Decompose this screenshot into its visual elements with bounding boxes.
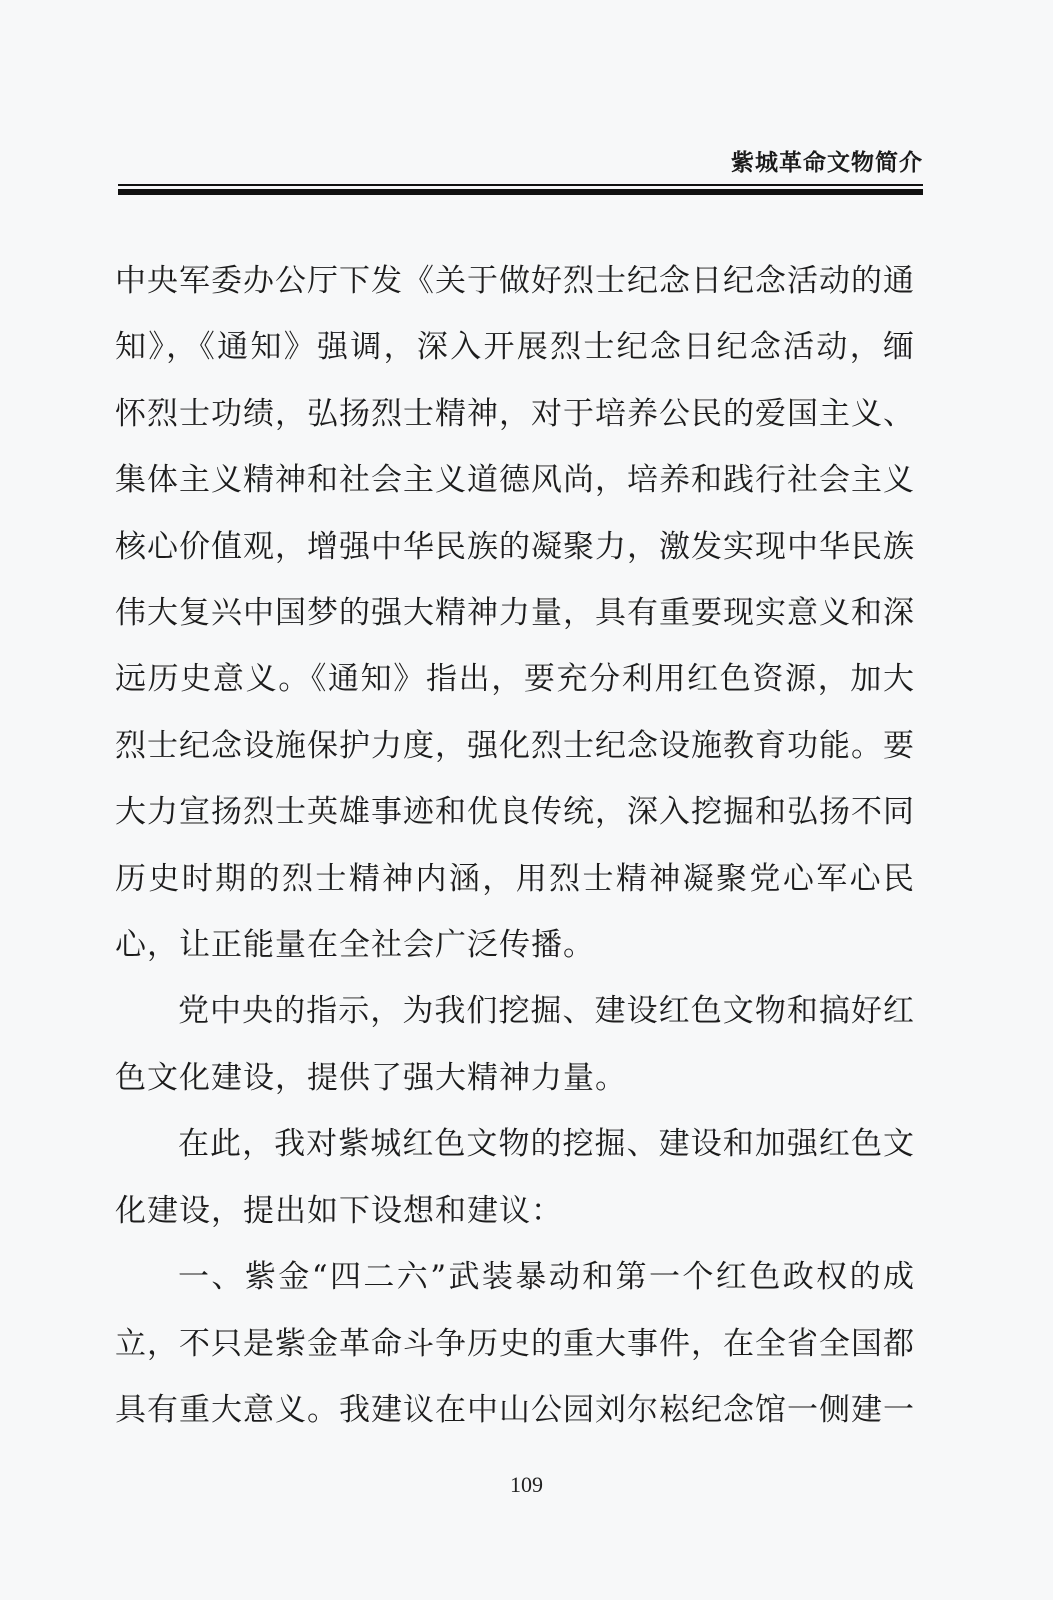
paragraph-4: 一、紫金“四二六”武装暴动和第一个红色政权的成立，不只是紫金革命斗争历史的重大事件，在全省全国都具有重大意义。我建议在中山公园刘尔崧纪念馆一侧建一 [115, 1259, 915, 1428]
header-rule-thick [118, 189, 923, 195]
body-text [115, 248, 915, 1443]
page-number: 109 [510, 1472, 543, 1497]
paragraph-2: 党中央的指示，为我们挖掘、建设红色文物和搞好红色文化建设，提供了强大精神力量。 [115, 993, 915, 1096]
paragraph-1: 中央军委办公厅下发《关于做好烈士纪念日纪念活动的通知》，《通知》强调，深入开展烈士纪念日纪念活动，缅怀烈士功绩，弘扬烈士精神，对于培养公民的爱国主义、集体主义精神和社会主义道德风尚，培养和践行社会主义核心价值观，增强中华民族的凝聚力，激发实现中华民族伟大复兴中国梦的强大精神力量，具有重要现实意义和深远历史意义。《通知》指出，要充分利用红色资源，加大烈士纪念设施保护力度，强化烈士纪念设施教育功能。要大力宣扬烈士英雄事迹和优良传统，深入挖掘和弘扬不同历史时期的烈士精神内涵，用烈士精神凝聚党心军心民心，让正能量在全社会广泛传播。 [115, 263, 915, 964]
running-title: 紫城革命文物简介 [731, 150, 923, 176]
paragraph-3: 在此，我对紫城红色文物的挖掘、建设和加强红色文化建设，提出如下设想和建议： [115, 1126, 915, 1229]
header-rule-thin [118, 184, 923, 186]
